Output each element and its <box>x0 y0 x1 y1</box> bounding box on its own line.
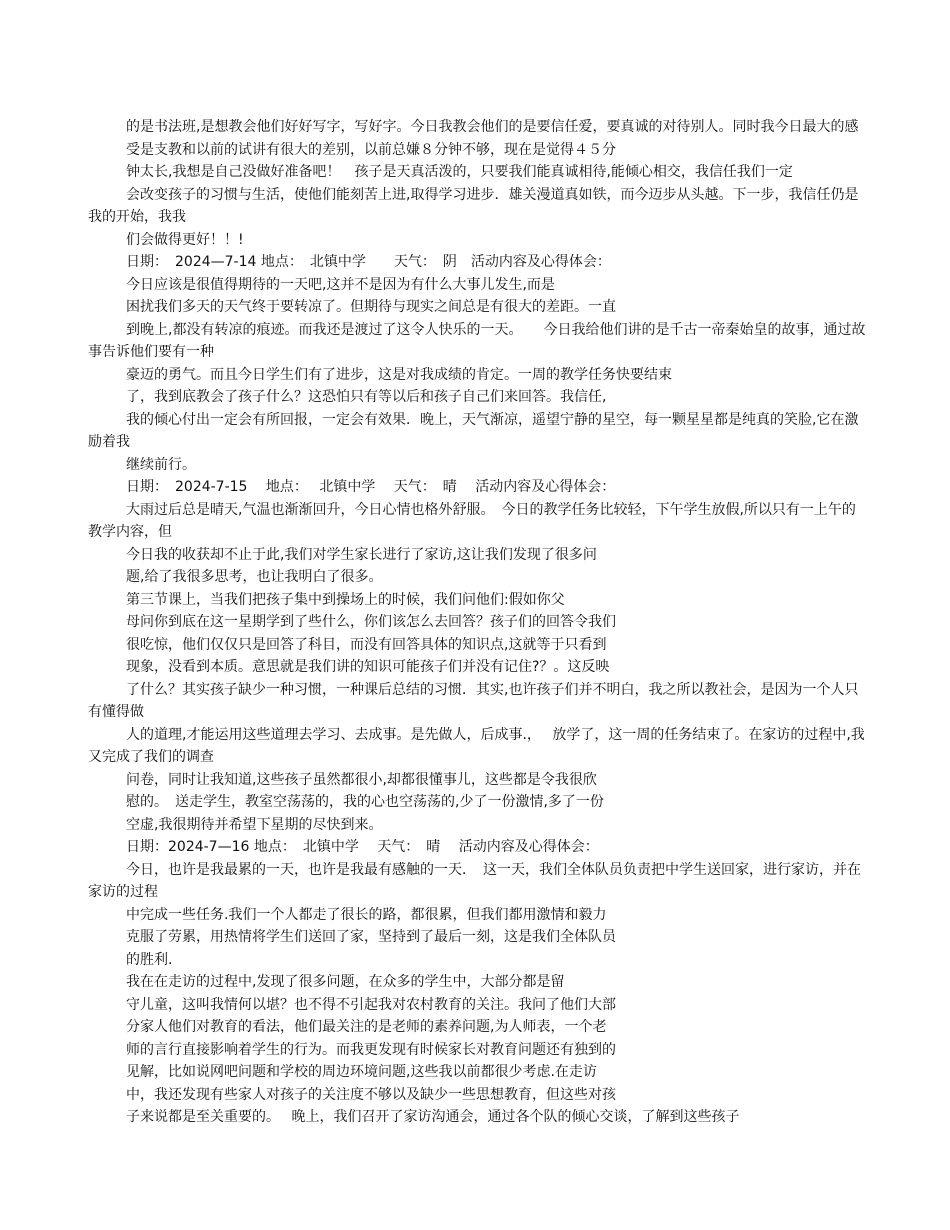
text-line: 见解，比如说网吧问题和学校的周边环境问题,这些我以前都很少考虑.在走访 <box>126 1064 597 1080</box>
text-line: 分家人他们对教育的看法，他们最关注的是老师的素养问题,为人师表，一个老 <box>126 1019 607 1035</box>
text-line: 今日，也许是我最累的一天，也许是我最有感触的一天． 这一天，我们全体队员负责把中学生送回家，进行家访，并在家访的过程 <box>88 861 861 900</box>
text-line: 的是书法班,是想教会他们好好写字，写好字。今日我教会他们的是要信任爱，要真诚的对待别人。同时我今日最大的感 <box>126 119 859 135</box>
text-line: 师的言行直接影响着学生的行为。而我更发现有时候家长对教育问题还有独到的 <box>126 1041 616 1058</box>
text-line: 继续前行。 <box>126 456 196 473</box>
text-line: 钟太长,我想是自己没做好准备吧！ 孩子是天真活泼的，只要我们能真诚相待,能倾心相交，我信任我们一定 <box>126 164 793 180</box>
text-line: 今日应该是很值得期待的一天吧,这并不是因为有什么大事儿发生,而是 <box>126 276 555 293</box>
text-line: 会改变孩子的习惯与生活，使他们能刻苦上进,取得学习进步．雄关漫道真如铁，而今迈步从头越。下一步，我信任仍是我的开始，我我 <box>88 186 859 225</box>
document-body <box>88 116 868 1129</box>
text-line: 题,给了我很多思考，也让我明白了很多。 <box>126 569 383 585</box>
text-line: 大雨过后总是晴天,气温也渐渐回升，今日心情也格外舒服。 今日的教学任务比较轻，下午学生放假,所以只有一上午的教学内容，但 <box>88 501 856 540</box>
text-line: 到晚上,都没有转凉的痕迹。而我还是渡过了这令人快乐的一天。 今日我给他们讲的是千古一帝秦始皇的故事，通过故事告诉他们要有一种 <box>88 321 866 360</box>
text-line: 第三节课上，当我们把孩子集中到操场上的时候，我们问他们:假如你父 <box>126 591 565 608</box>
text-line: 慰的。 送走学生，教室空荡荡的，我的心也空荡荡的,少了一份激情,多了一份 <box>126 794 604 810</box>
text-line: 人的道理,才能运用这些道理去学习、去成事。是先做人，后成事.， 放学了，这一周的任务结束了。在家访的过程中,我又完成了我们的调查 <box>88 726 865 765</box>
text-line: 今日我的收获却不止于此,我们对学生家长进行了家访,这让我们发现了很多问 <box>126 546 597 563</box>
text-line: 中，我还发现有些家人对孩子的关注度不够以及缺少一些思想教育，但这些对孩 <box>126 1086 616 1103</box>
text-line: 现象，没看到本质。意思就是我们讲的知识可能孩子们并没有记住?？。这反映 <box>126 659 610 675</box>
text-line: 守儿童，这叫我情何以堪？也不得不引起我对农村教育的关注。我问了他们大部 <box>126 996 616 1013</box>
date-heading: 日期：2024-7—16 地点： 北镇中学 天气： 晴 活动内容及心得体会： <box>126 839 599 855</box>
date-heading: 日期： 2024-7-15 地点： 北镇中学 天气： 晴 活动内容及心得体会： <box>126 479 616 495</box>
text-line: 受是支教和以前的试讲有很大的差别，以前总嫌８分钟不够，现在是觉得４５分 <box>126 141 616 158</box>
text-line: 母问你到底在这一星期学到了些什么，你们该怎么去回答？孩子们的回答令我们 <box>126 614 616 630</box>
text-line: 克服了劳累，用热情将学生们送回了家，坚持到了最后一刻，这是我们全体队员 <box>126 929 616 945</box>
text-line: 我在在走访的过程中,发现了很多问题，在众多的学生中，大部分都是留 <box>126 974 565 990</box>
text-line: 了，我到底教会了孩子什么？这恐怕只有等以后和孩子自己们来回答。我信任, <box>126 389 607 405</box>
date-heading: 日期： 2024—7-14 地点： 北镇中学 天气： 阴 活动内容及心得体会： <box>126 254 611 270</box>
text-line: 了什么？其实孩子缺少一种习惯，一种课后总结的习惯．其实,也许孩子们并不明白，我之所以教社会，是因为一个人只有懂得做 <box>88 681 859 720</box>
text-line: 的胜利. <box>126 951 173 968</box>
text-line: 中完成一些任务.我们一个人都走了很长的路，都很累，但我们都用激情和毅力 <box>126 906 607 923</box>
text-line: 们会做得更好！！! <box>126 231 244 248</box>
text-line: 困扰我们多天的天气终于要转凉了。但期待与现实之间总是有很大的差距。一直 <box>126 299 616 315</box>
text-line: 我的倾心付出一定会有所回报，一定会有效果．晚上，天气渐凉，遥望宁静的星空，每一颗星星都是纯真的笑脸,它在激励着我 <box>88 411 859 450</box>
text-line: 空虚,我很期待并希望下星期的尽快到来。 <box>126 816 383 833</box>
text-line: 子来说都是至关重要的。 晚上，我们召开了家访沟通会，通过各个队的倾心交谈，了解到这些孩子 <box>126 1109 740 1125</box>
text-line: 问卷，同时让我知道,这些孩子虽然都很小,却都很懂事儿，这些都是令我很欣 <box>126 771 597 788</box>
text-line: 豪迈的勇气。而且今日学生们有了进步，这是对我成绩的肯定。一周的教学任务快要结束 <box>126 366 672 383</box>
text-line: 很吃惊，他们仅仅只是回答了科目，而没有回答具体的知识点,这就等于只看到 <box>126 636 607 653</box>
